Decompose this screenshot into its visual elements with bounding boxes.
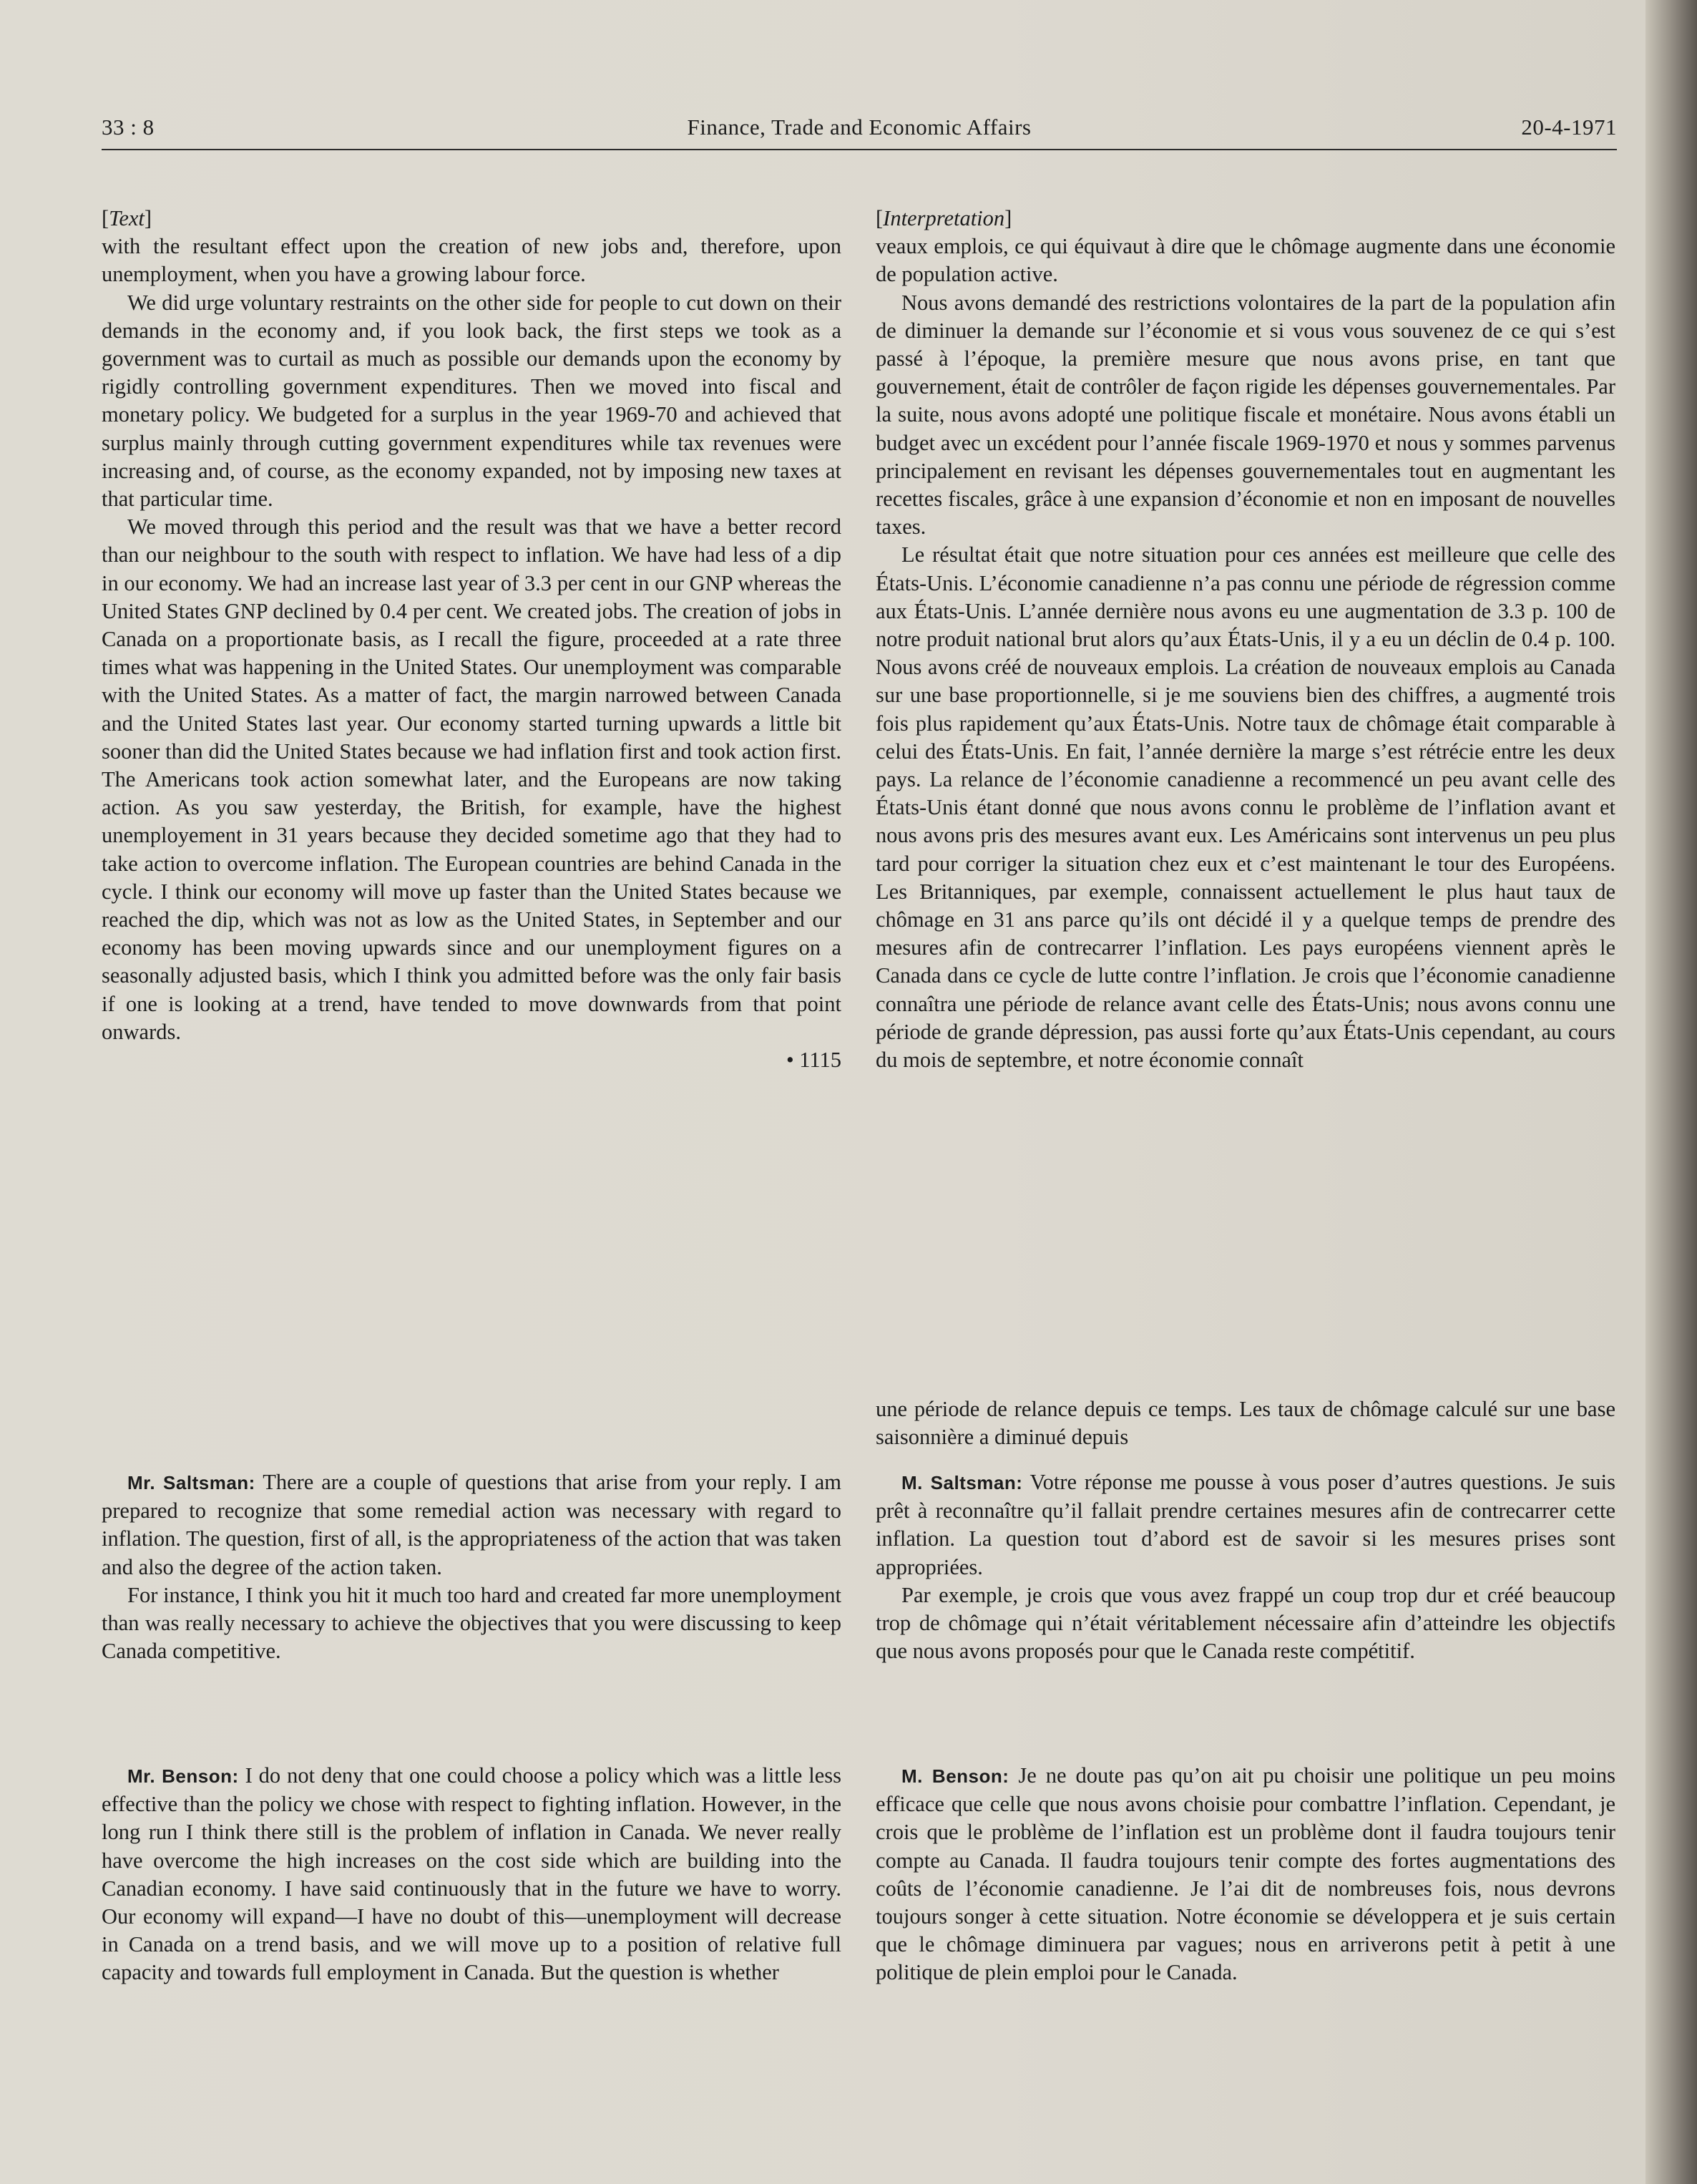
speech-text: Je ne doute pas qu’on ait pu choisir une politique un peu moins efficace que celle que nous avons choisie pour combattre l’inflation. Cependant, je crois que le problème de l’inflation est un problème dont il faudra toujours tenir compte au Canada. Il faudra toujours tenir compte des fortes augmentations des coûts de l’économie canadienne. Je l’ai dit de nombreuses fois, nous devrons toujours songer à cette situation. Notre économie se développera et je suis certain que le chômage diminuera par vagues; nous en arriverons petit à petit à une politique de plein emploi pour le Canada. xyxy=(876,1763,1616,1985)
page-header xyxy=(102,114,1617,149)
header-rule xyxy=(102,149,1617,150)
right-column xyxy=(876,205,1615,1074)
left-column xyxy=(102,205,841,1074)
speaker-name: M. Benson: xyxy=(901,1765,1009,1787)
paragraph: For instance, I think you hit it much too hard and created far more unemployment than was really necessary to achieve the objectives that you were discussing to keep Canada competitive. xyxy=(102,1582,841,1664)
left-benson-block xyxy=(102,1762,841,1987)
paragraph: veaux emplois, ce qui équivaut à dire que le chômage augmente dans une économie de population active. xyxy=(876,234,1615,287)
paragraph: Nous avons demandé des restrictions volontaires de la part de la population afin de diminuer la demande sur l’économie et si vous vous souvenez de ce qui s’est passé à l’époque, la première mesure que nous avons prise, en tant que gouvernement, était de contrôler de façon rigide les dépenses gouvernementales. Par la suite, nous avons adopté une politique fiscale et monétaire. Nous avons établi un budget avec un excédent pour l’année fiscale 1969-1970 et nous y sommes parvenus principalement en revisant les dépenses gouvernementales tout en augmentant les recettes fiscales, grâce à une expansion d’économie et non en imposant de nouvelles taxes. xyxy=(876,290,1615,540)
page-number: 33 : 8 xyxy=(102,114,155,140)
right-continuation xyxy=(876,1395,1615,1451)
paragraph: We moved through this period and the result was that we have a better record than our neighbour to the south with respect to inflation. We have had less of a dip in our economy. We had an increase last year of 3.3 per cent in our GNP whereas the United States GNP declined by 0.4 per cent. We created jobs. The creation of jobs in Canada on a proportionate basis, as I recall the figure, proceeded at a rate three times what was happening in the United States. Our unemployment was comparable with the United States. As a matter of fact, the margin narrowed between Canada and the United States last year. Our economy started turning upwards a little bit sooner than did the United States because we had inflation first and took action first. The Americans took action somewhat later, and the Europeans are now taking action. As you saw yesterday, the British, for example, have the highest unemployement in 31 years because they decided sometime ago that they had to take action to overcome inflation. The European countries are behind Canada in the cycle. I think our economy will move up faster than the United States because we reached the dip, which was not as low as the United States, in September and our economy has been moving upwards since and our unemployment figures on a seasonally adjusted basis, which I think you admitted before was the only fair basis if one is looking at a trend, have tended to move downwards from that point onwards. xyxy=(102,515,841,1044)
section-label: [Text] xyxy=(102,206,152,230)
right-saltsman-block xyxy=(876,1468,1615,1665)
speaker-name: Mr. Benson: xyxy=(127,1765,239,1787)
running-title: Finance, Trade and Economic Affairs xyxy=(687,114,1032,140)
time-marker: • 1115 xyxy=(786,1048,841,1073)
speaker-name: Mr. Saltsman: xyxy=(127,1472,255,1493)
paragraph: with the resultant effect upon the creation of new jobs and, therefore, upon unemployment, when you have a growing labour force. xyxy=(102,234,841,287)
right-benson-block xyxy=(876,1762,1615,1987)
speech-text: I do not deny that one could choose a policy which was a little less effective than the policy we chose with respect to fighting inflation. However, in the long run I think there still is the problem of inflation in Canada. We never really have overcome the high increases on the cost side which are building into the Canadian economy. I have said continuously that in the future we have to worry. Our economy will expand—I have no doubt of this—unemployment will decrease in Canada on a trend basis, and we will move up to a position of relative full capacity and towards full employment in Canada. But the question is whether xyxy=(102,1763,841,1985)
speech-text: There are a couple of questions that arise from your reply. I am prepared to recognize that some remedial action was necessary with regard to inflation. The question, first of all, is the appropriateness of the action that was taken and also the degree of the action taken. xyxy=(102,1470,841,1579)
speaker-name: M. Saltsman: xyxy=(901,1472,1023,1493)
header-date: 20-4-1971 xyxy=(1521,114,1617,140)
paragraph: une période de relance depuis ce temps. Les taux de chômage calculé sur une base saisonnière a diminué depuis xyxy=(876,1397,1615,1450)
section-label: [Interpretation] xyxy=(876,206,1012,230)
left-saltsman-block xyxy=(102,1468,841,1665)
speech-text: Votre réponse me pousse à vous poser d’autres questions. Je suis prêt à reconnaître qu’il fallait prendre certaines mesures afin de contrecarrer cette inflation. La question tout d’abord est de savoir si les mesures prises sont appropriées. xyxy=(876,1470,1615,1579)
page-edge-shadow xyxy=(1645,0,1697,2184)
paragraph: We did urge voluntary restraints on the other side for people to cut down on their demands in the economy and, if you look back, the first steps we took as a government was to curtail as much as possible our demands upon the economy by rigidly controlling government expenditures. Then we moved into fiscal and monetary policy. We budgeted for a surplus in the year 1969-70 and achieved that surplus mainly through cutting government expenditures while tax revenues were increasing and, of course, as the economy expanded, not by imposing new taxes at that particular time. xyxy=(102,290,841,512)
paragraph: Par exemple, je crois que vous avez frappé un coup trop dur et créé beaucoup trop de chômage qui n’était véritablement nécessaire afin d’atteindre les objectifs que nous avons proposés pour que le Canada reste compétitif. xyxy=(876,1582,1615,1664)
paragraph: Le résultat était que notre situation pour ces années est meilleure que celle des États-Unis. L’économie canadienne n’a pas connu une période de régression comme aux États-Unis. L’année dernière nous avons eu une augmentation de 3.3 p. 100 de notre produit national brut alors qu’aux États-Unis, il y a eu un déclin de 0.4 p. 100. Nous avons créé de nouveaux emplois. La création de nouveaux emplois au Canada sur une base proportionnelle, si je me souviens bien des chiffres, a augmenté trois fois plus rapidement qu’aux États-Unis. Notre taux de chômage était comparable à celui des États-Unis. En fait, l’année dernière la marge s’est rétrécie entre les deux pays. La relance de l’économie canadienne a recommencé un peu avant celle des États-Unis étant donné que nous avons connu le problème de l’inflation avant et nous avons pris des mesures avant eux. Les Américains sont intervenus un peu plus tard pour corriger la situation chez eux et c’est maintenant le tour des Européens. Les Britanniques, par exemple, connaissent actuellement le plus haut taux de chômage en 31 ans parce qu’ils ont décidé il y a quelque temps de prendre des mesures afin de contrecarrer l’inflation. Les pays européens viennent après le Canada dans ce cycle de lutte contre l’inflation. Je crois que l’économie canadienne connaîtra une période de relance avant celle des États-Unis; nous avons connu une période de grande dépression, pas aussi forte qu’aux États-Unis cependant, au cours du mois de septembre, et notre économie connaît xyxy=(876,542,1615,1073)
